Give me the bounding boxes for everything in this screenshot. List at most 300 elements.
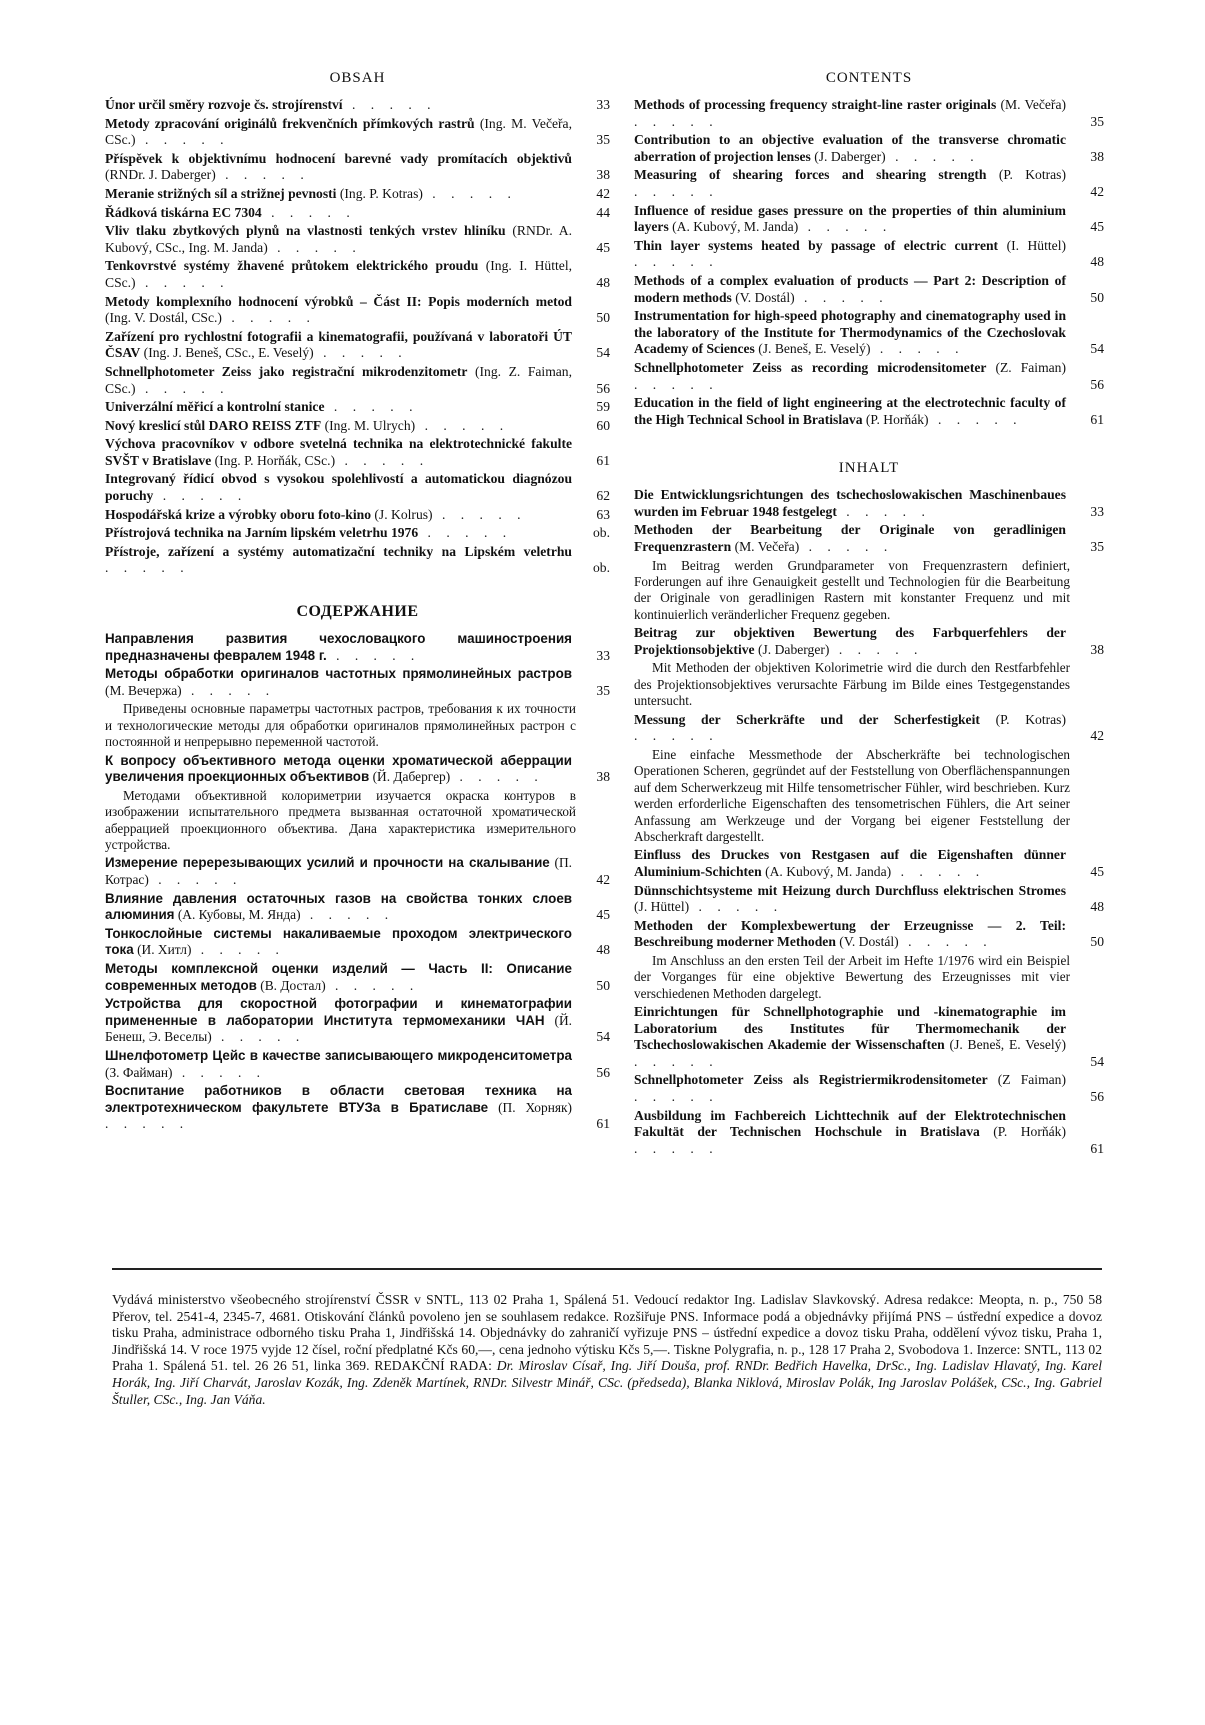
toc-entry-author: (Ing. Z. Faiman, CSc.) bbox=[105, 363, 572, 396]
toc-leader-dots: . . . . . bbox=[135, 380, 230, 396]
toc-entry-page: 35 bbox=[1090, 113, 1104, 129]
toc-entry-text bbox=[105, 186, 580, 203]
toc-entry-title: Schnellphotometer Zeiss jako registrační mikrodenzitometr bbox=[105, 363, 468, 379]
inhalt-list bbox=[634, 487, 1104, 1157]
soderzhanie-list bbox=[105, 631, 610, 1133]
toc-entry-author: (В. Достал) bbox=[260, 977, 326, 993]
toc-entry-page: 61 bbox=[596, 1116, 610, 1132]
toc-entry-title: Vliv tlaku zbytkových plynů na vlastnosti tenkých vrstev hliníku bbox=[105, 223, 506, 239]
toc-entry-page: 38 bbox=[1090, 148, 1104, 164]
toc-entry-author: (J. Beneš, E. Veselý) bbox=[758, 341, 871, 357]
toc-entry-text bbox=[634, 847, 1074, 880]
toc-entry bbox=[105, 364, 610, 397]
toc-entry-author: (Й. Бенеш, Э. Веселы) bbox=[105, 1012, 572, 1045]
toc-entry-title: Методы комплексной оценки изделий — Часть II: Описание современных методов bbox=[105, 961, 572, 993]
toc-entry-page: 62 bbox=[596, 488, 610, 504]
toc-entry-author: (Ing. V. Dostál, CSc.) bbox=[105, 310, 222, 326]
toc-entry-title: Messung der Scherkräfte und der Scherfestigkeit bbox=[634, 711, 980, 727]
toc-entry-row bbox=[634, 883, 1104, 916]
toc-entry-row bbox=[634, 847, 1104, 880]
toc-leader-dots: . . . . . bbox=[300, 907, 395, 923]
toc-entry bbox=[105, 186, 610, 203]
toc-entry-title: Methods of a complex evaluation of products — Part 2: Description of modern methods bbox=[634, 272, 1066, 305]
toc-entry bbox=[105, 1083, 610, 1133]
toc-entry-title: Methoden der Bearbeitung der Originale von geradlinigen Frequenzrastern bbox=[634, 522, 1066, 555]
toc-entry-page: 50 bbox=[1090, 934, 1104, 950]
toc-entry-title: Einfluss des Druckes von Restgasen auf die Eigenshaften dünner Aluminium-Schichten bbox=[634, 847, 1066, 879]
toc-entry-row bbox=[105, 116, 610, 149]
toc-entry-title: Instrumentation for high-speed photography and cinematography used in the laboratory of the Institute for Thermodynamics of the Czechoslovak Academy of Sciences bbox=[634, 308, 1066, 357]
toc-entry-title: Metody komplexního hodnocení výrobků – Část II: Popis moderních metod bbox=[105, 293, 572, 309]
toc-entry-page: 59 bbox=[596, 399, 610, 415]
obsah-heading: OBSAH bbox=[329, 70, 386, 86]
toc-entry-page: 56 bbox=[596, 1064, 610, 1080]
toc-entry-row bbox=[105, 471, 610, 504]
toc-entry-text bbox=[105, 329, 580, 362]
toc-leader-dots: . . . . . bbox=[634, 1053, 719, 1069]
toc-entry-author: (J. Daberger) bbox=[814, 148, 886, 164]
toc-entry-page: 54 bbox=[1090, 1053, 1104, 1069]
toc-leader-dots: . . . . . bbox=[794, 289, 889, 305]
toc-entry-text bbox=[105, 418, 580, 435]
toc-entry-text bbox=[105, 205, 580, 222]
toc-entry-title: Tenkovrstvé systémy žhavené průtokem elektrického proudu bbox=[105, 258, 479, 274]
toc-entry-text bbox=[634, 360, 1074, 393]
toc-entry-text bbox=[634, 308, 1074, 358]
toc-entry-title: К вопросу объективного метода оценки хроматической аберрации увеличения проекционных объективов bbox=[105, 752, 572, 785]
toc-entry-page: 56 bbox=[596, 380, 610, 396]
toc-entry-page: 35 bbox=[596, 132, 610, 148]
toc-leader-dots: . . . . . bbox=[418, 525, 513, 541]
toc-entry-row bbox=[105, 329, 610, 362]
toc-entry bbox=[634, 918, 1104, 1002]
toc-entry-text bbox=[105, 891, 580, 924]
toc-entry-author: (V. Dostál) bbox=[735, 289, 795, 305]
toc-entry-text bbox=[105, 631, 580, 664]
toc-leader-dots: . . . . . bbox=[898, 934, 993, 950]
toc-entry bbox=[634, 522, 1104, 623]
toc-entry-row bbox=[105, 1048, 610, 1081]
inhalt-heading: INHALT bbox=[838, 460, 900, 477]
toc-entry-title: Přístrojová technika na Jarním lipském veletrhu 1976 bbox=[105, 525, 419, 541]
toc-entry-text bbox=[634, 167, 1074, 200]
toc-leader-dots: . . . . . bbox=[191, 942, 285, 958]
toc-entry-author: (Ing. M. Ulrych) bbox=[324, 417, 416, 433]
toc-entry-title: Einrichtungen für Schnellphotographie und -kinematographie im Laboratorium des Institutes für Thermomechanik der Tschechoslowakischen Akademie der Wissenschaften bbox=[634, 1004, 1066, 1053]
toc-entry-row bbox=[634, 625, 1104, 658]
toc-entry-title: Únor určil směry rozvoje čs. strojírenství bbox=[105, 97, 343, 112]
toc-entry-text bbox=[634, 238, 1074, 271]
contents-heading: CONTENTS bbox=[825, 70, 913, 86]
toc-entry bbox=[105, 507, 610, 524]
toc-entry bbox=[105, 926, 610, 959]
toc-entry-text bbox=[105, 151, 580, 184]
toc-entry-text bbox=[634, 712, 1074, 745]
toc-entry-row bbox=[634, 522, 1104, 555]
toc-entry-row bbox=[634, 1004, 1104, 1070]
toc-entry bbox=[105, 223, 610, 256]
toc-leader-dots: . . . . . bbox=[325, 977, 420, 993]
toc-entry-author: (M. Večeřa) bbox=[1000, 97, 1067, 112]
toc-entry-author: (P. Kotras) bbox=[995, 711, 1066, 727]
toc-entry-row bbox=[634, 308, 1104, 358]
toc-entry-text bbox=[105, 294, 580, 327]
toc-leader-dots: . . . . . bbox=[342, 97, 437, 112]
toc-leader-dots: . . . . . bbox=[634, 254, 719, 270]
toc-entry-row bbox=[634, 97, 1104, 130]
toc-entry-page: 38 bbox=[596, 167, 610, 183]
toc-entry-text bbox=[105, 666, 580, 699]
toc-entry-author: (Ing. P. Horňák, CSc.) bbox=[214, 452, 336, 468]
toc-entry-row bbox=[105, 258, 610, 291]
toc-entry-text bbox=[105, 544, 580, 577]
toc-leader-dots: . . . . . bbox=[634, 1089, 719, 1105]
toc-entry-row bbox=[105, 666, 610, 699]
toc-entry-text bbox=[105, 258, 580, 291]
toc-entry-title: Metody zpracování originálů frekvenčních přímkových rastrů bbox=[105, 115, 475, 131]
toc-entry bbox=[105, 205, 610, 222]
toc-entry-row bbox=[105, 364, 610, 397]
toc-entry-row bbox=[105, 97, 610, 114]
toc-entry-title: Zařízení pro rychlostní fotografii a kinematografii, používaná v laboratoři ÚT ČSAV bbox=[105, 328, 572, 361]
toc-entry-title: Education in the field of light engineering at the electrotechnic faculty of the High Technical School in Bratislava bbox=[634, 395, 1066, 427]
toc-entry bbox=[634, 238, 1104, 271]
toc-leader-dots: . . . . . bbox=[153, 488, 248, 504]
toc-leader-dots: . . . . . bbox=[829, 641, 924, 657]
toc-entry-text bbox=[634, 1072, 1074, 1105]
toc-leader-dots: . . . . . bbox=[836, 503, 931, 519]
toc-entry-row bbox=[634, 1108, 1104, 1158]
toc-entry-row bbox=[105, 961, 610, 994]
toc-entry-page: 38 bbox=[596, 769, 610, 785]
toc-entry-title: Hospodářská krize a výrobky oboru foto-kino bbox=[105, 506, 371, 522]
toc-entry-author: (J. Beneš, E. Veselý) bbox=[949, 1037, 1066, 1053]
toc-entry-abstract: Eine einfache Messmethode der Abscherkräfte bei technologischen Operationen Scheren, gegründet auf der Feststellung von Oberflächenspannungen auf dem Scherwerkzeug mit Hilfe tensometrischer Fühler, wird beschrieben. Kurz werden erforderliche Eigenschaften des tensometrischen Fühlers, die Art seiner Anfassung am Werkzeuge und der Vorgang bei eigener Feststellung der Abscherkraft dargestellt. bbox=[634, 746, 1070, 844]
toc-entry-text bbox=[634, 1108, 1074, 1158]
toc-entry-row bbox=[105, 223, 610, 256]
toc-entry-row bbox=[634, 918, 1104, 951]
toc-entry bbox=[105, 631, 610, 664]
toc-entry-author: (Z Faiman) bbox=[997, 1072, 1066, 1088]
toc-entry-row bbox=[634, 273, 1104, 306]
obsah-list bbox=[105, 97, 610, 577]
toc-entry-page: 48 bbox=[1090, 254, 1104, 270]
toc-entry-title: Meranie strižných síl a strižnej pevnosti bbox=[105, 185, 337, 201]
toc-leader-dots: . . . . . bbox=[634, 376, 719, 392]
toc-entry-text bbox=[105, 364, 580, 397]
toc-entry-author: (P. Kotras) bbox=[998, 167, 1066, 183]
toc-entry-text bbox=[105, 507, 580, 524]
toc-entry-author: (J. Daberger) bbox=[757, 641, 830, 657]
toc-leader-dots: . . . . . bbox=[261, 204, 356, 220]
toc-entry-row bbox=[105, 205, 610, 222]
toc-entry bbox=[105, 436, 610, 469]
toc-entry-title: Тонкослойные системы накаливаемые проходом электрического тока bbox=[105, 925, 572, 958]
toc-entry bbox=[634, 1004, 1104, 1070]
toc-entry-author: (Ing. M. Večeřa, CSc.) bbox=[105, 115, 572, 148]
toc-entry-abstract: Приведены основные параметры частотных растров, требования к их точности и технологические методы для обработки оригиналов прямолинейных растрон с постоянной и непрерывно переменной частотой. bbox=[105, 701, 576, 750]
toc-leader-dots: . . . . . bbox=[148, 872, 243, 888]
toc-entry bbox=[105, 891, 610, 924]
toc-entry bbox=[105, 418, 610, 435]
toc-entry-author: (P. Horňák) bbox=[993, 1124, 1067, 1140]
toc-entry-row bbox=[634, 712, 1104, 745]
toc-leader-dots: . . . . . bbox=[885, 148, 980, 164]
toc-entry-page: 54 bbox=[596, 345, 610, 361]
toc-entry bbox=[634, 712, 1104, 846]
toc-entry-text bbox=[634, 522, 1074, 555]
toc-entry-page: 45 bbox=[596, 239, 610, 255]
toc-entry bbox=[105, 399, 610, 416]
toc-entry-text bbox=[105, 753, 580, 786]
toc-entry bbox=[105, 329, 610, 362]
toc-entry-title: Ausbildung im Fachbereich Lichttechnik auf der Elektrotechnischen Fakultät der Technischen Hochschule in Bratislava bbox=[634, 1107, 1066, 1140]
toc-entry-row bbox=[105, 1083, 610, 1133]
toc-entry bbox=[105, 151, 610, 184]
toc-entry bbox=[105, 97, 610, 114]
toc-leader-dots: . . . . . bbox=[313, 345, 408, 361]
toc-entry-title: Contribution to an objective evaluation of the transverse chromatic aberration of projection lenses bbox=[634, 132, 1066, 164]
toc-entry-row bbox=[634, 167, 1104, 200]
toc-entry-page: 48 bbox=[596, 274, 610, 290]
toc-entry-author: (З. Файман) bbox=[105, 1064, 173, 1080]
toc-leader-dots: . . . . . bbox=[105, 1116, 190, 1132]
toc-entry-title: Устройства для скоростной фотографии и кинематографии примененные в лаборатории Института термомеханики ЧАН bbox=[105, 996, 572, 1028]
toc-leader-dots: . . . . . bbox=[181, 682, 276, 698]
toc-leader-dots: . . . . . bbox=[221, 310, 316, 326]
toc-leader-dots: . . . . . bbox=[634, 113, 719, 129]
toc-entry-page: 50 bbox=[596, 310, 610, 326]
toc-entry-row bbox=[634, 238, 1104, 271]
toc-leader-dots: . . . . . bbox=[634, 728, 719, 744]
toc-entry-author: (Й. Дабергер) bbox=[372, 769, 451, 785]
toc-leader-dots: . . . . . bbox=[798, 219, 893, 235]
toc-entry-title: Методы обработки оригиналов частотных прямолинейных растров bbox=[105, 666, 572, 682]
toc-entry-page: 33 bbox=[596, 647, 610, 663]
toc-entry-page: 35 bbox=[1090, 539, 1104, 555]
footer-divider bbox=[112, 1268, 1102, 1270]
toc-entry-row bbox=[634, 203, 1104, 236]
toc-entry bbox=[634, 167, 1104, 200]
imprint bbox=[112, 1292, 1102, 1408]
toc-entry-text bbox=[634, 1004, 1074, 1070]
toc-entry-page: 56 bbox=[1090, 1089, 1104, 1105]
toc-entry-author: (RNDr. A. Kubový, CSc., Ing. M. Janda) bbox=[105, 223, 572, 255]
toc-leader-dots: . . . . . bbox=[105, 560, 190, 576]
toc-entry-title: Univerzální měřicí a kontrolní stanice bbox=[105, 399, 325, 415]
toc-entry-page: 45 bbox=[1090, 863, 1104, 879]
toc-entry-abstract: Im Beitrag werden Grundparameter von Frequenzrastern definiert, Forderungen auf ihre Genauigkeit gestellt und Technologien für die Bearbeitung der Originale von geradlinigen Rastern mit konstanter Frequenz und mit kontinuierlich veränderlicher Frequenz gegeben. bbox=[634, 557, 1070, 622]
toc-entry bbox=[634, 395, 1104, 428]
toc-entry-row bbox=[105, 891, 610, 924]
toc-entry-author: (M. Večeřa) bbox=[734, 539, 800, 555]
toc-entry-title: Beitrag zur objektiven Bewertung des Farbquerfehlers der Projektionsobjektive bbox=[634, 625, 1066, 657]
toc-entry-text bbox=[634, 273, 1074, 306]
toc-leader-dots: . . . . . bbox=[172, 1064, 266, 1080]
toc-entry-page: ob. bbox=[593, 525, 610, 541]
toc-entry-row bbox=[634, 360, 1104, 393]
toc-entry-page: 44 bbox=[596, 204, 610, 220]
toc-entry-text bbox=[634, 97, 1074, 130]
toc-leader-dots: . . . . . bbox=[135, 274, 230, 290]
toc-entry-page: 35 bbox=[596, 682, 610, 698]
toc-entry bbox=[105, 258, 610, 291]
toc-entry-text bbox=[634, 203, 1074, 236]
toc-entry-page: ob. bbox=[593, 560, 610, 576]
toc-entry-row bbox=[105, 544, 610, 577]
toc-entry-page: 50 bbox=[596, 977, 610, 993]
toc-entry-text bbox=[105, 926, 580, 959]
toc-entry-title: Výchova pracovníkov v odbore svetelná technika na elektrotechnické fakulte SVŠT v Bratislave bbox=[105, 436, 572, 468]
toc-leader-dots: . . . . . bbox=[928, 411, 1023, 427]
toc-leader-dots: . . . . . bbox=[324, 399, 419, 415]
toc-leader-dots: . . . . . bbox=[335, 452, 430, 468]
toc-entry bbox=[634, 1072, 1104, 1105]
toc-leader-dots: . . . . . bbox=[432, 506, 527, 522]
left-column bbox=[105, 70, 610, 1135]
toc-entry-author: (Z. Faiman) bbox=[995, 359, 1066, 375]
toc-entry-abstract: Методами объективной колориметрии изучается окраска контуров в изображении испытательного предмета вызванная остаточной хроматической аберрацией проекционного объектива. Дана характеристика измерительного устройства. bbox=[105, 787, 576, 853]
toc-entry-page: 48 bbox=[1090, 899, 1104, 915]
toc-entry-page: 60 bbox=[596, 417, 610, 433]
toc-leader-dots: . . . . . bbox=[326, 647, 421, 663]
toc-entry-row bbox=[105, 855, 610, 888]
toc-entry-page: 56 bbox=[1090, 376, 1104, 392]
toc-entry-title: Шнелфотометр Цейс в качестве записывающего микроденситометра bbox=[105, 1047, 572, 1063]
toc-entry-row bbox=[634, 1072, 1104, 1105]
toc-leader-dots: . . . . . bbox=[422, 185, 517, 201]
toc-entry-text bbox=[634, 918, 1074, 951]
toc-entry-author: (Ing. J. Beneš, CSc., E. Veselý) bbox=[143, 345, 314, 361]
toc-entry-page: 61 bbox=[1090, 411, 1104, 427]
toc-entry-text bbox=[105, 1083, 580, 1133]
toc-entry-title: Nový kreslicí stůl DARO REISS ZTF bbox=[105, 417, 322, 433]
toc-leader-dots: . . . . . bbox=[634, 1140, 719, 1156]
toc-entry-title: Integrovaný řídicí obvod s vysokou spolehlivostí a automatickou diagnózou poruchy bbox=[105, 471, 572, 504]
toc-entry-row bbox=[105, 436, 610, 469]
toc-entry-title: Измерение перерезывающих усилий и прочности на скалывание bbox=[105, 855, 550, 871]
toc-entry bbox=[634, 273, 1104, 306]
toc-entry-title: Воспитание работников в области световая техника на электротехническом факультете ВТУЗа в Братиславе bbox=[105, 1083, 572, 1115]
toc-entry-author: (A. Kubový, M. Janda) bbox=[765, 863, 892, 879]
toc-entry-title: Thin layer systems heated by passage of electric current bbox=[634, 237, 999, 253]
toc-entry-text bbox=[105, 399, 580, 416]
toc-entry-page: 45 bbox=[1090, 219, 1104, 235]
toc-leader-dots: . . . . . bbox=[891, 863, 986, 879]
toc-entry bbox=[634, 97, 1104, 130]
toc-entry-title: Řádková tiskárna EC 7304 bbox=[105, 204, 262, 220]
imprint-publisher: Vydává ministerstvo všeobecného strojírenství ČSSR v SNTL, 113 02 Praha 1, Spálená 51. Vedoucí redaktor Ing. Ladislav Slavkovský. Adresa redakce: Meopta, n. p., 750 58 Přerov, tel. 2541-4, 2345-7, 4681. Otiskování článků povoleno jen se souhlasem redakce. Rozšiřuje PNS. Informace podá a objednávky přijímá PNS – ústřední expedice a dovoz tisku Praha, administrace odborného tisku Praha 1, Jindřišská 14. Objednávky do zahraničí vyřizuje PNS – ústřední expedice a dovoz tisku Praha, oddělení vývoz tisku, Praha 1, Jindřišská 14. V roce 1975 vyjde 12 čísel, roční předplatné Kčs 60,—, cena jednoho výtisku Kčs 5,—. Tiskne Polygrafia, n. p., 128 17 Praha 2, Svobodova 1. Inzerce: SNTL, 113 02 Praha 1. Spálená 51. tel. 26 26 51, linka 369. bbox=[112, 1292, 1102, 1374]
toc-entry bbox=[634, 487, 1104, 520]
toc-entry-page: 54 bbox=[596, 1029, 610, 1045]
toc-entry-author: (J. Kolrus) bbox=[374, 506, 433, 522]
toc-entry bbox=[105, 753, 610, 854]
toc-entry-author: (V. Dostál) bbox=[839, 934, 899, 950]
toc-entry bbox=[634, 132, 1104, 165]
toc-entry bbox=[634, 203, 1104, 236]
toc-entry-row bbox=[634, 132, 1104, 165]
toc-entry-page: 61 bbox=[596, 452, 610, 468]
right-column bbox=[634, 70, 1104, 1159]
toc-entry-title: Die Entwicklungsrichtungen des tschechoslowakischen Maschinenbaues wurden im Februar 1948 festgelegt bbox=[634, 487, 1066, 519]
toc-entry-title: Příspěvek k objektivnímu hodnocení barevné vady promítacích objektivů bbox=[105, 150, 572, 166]
toc-entry-row bbox=[634, 487, 1104, 520]
toc-entry-page: 45 bbox=[596, 907, 610, 923]
toc-entry-abstract: Mit Methoden der objektiven Kolorimetrie wird die durch den Restfarbfehler des Projektionsobjektives verursachte Färbung im Bilde eines Testgegenstandes untersucht. bbox=[634, 660, 1070, 709]
toc-entry-author: (I. Hüttel) bbox=[1006, 237, 1066, 253]
toc-leader-dots: . . . . . bbox=[135, 132, 230, 148]
toc-entry bbox=[634, 625, 1104, 709]
toc-entry-title: Направления развития чехословацкого машиностроения предназначены февралем 1948 г. bbox=[105, 631, 572, 663]
toc-entry bbox=[105, 855, 610, 888]
toc-entry bbox=[634, 847, 1104, 880]
toc-entry-row bbox=[105, 294, 610, 327]
toc-entry-row bbox=[105, 926, 610, 959]
toc-leader-dots: . . . . . bbox=[415, 417, 510, 433]
toc-entry-title: Methods of processing frequency straight-line raster originals bbox=[634, 97, 997, 112]
toc-leader-dots: . . . . . bbox=[211, 1029, 306, 1045]
toc-leader-dots: . . . . . bbox=[870, 341, 965, 357]
toc-entry-title: Schnellphotometer Zeiss as recording microdensitometer bbox=[634, 359, 987, 375]
toc-entry-title: Dünnschichtsysteme mit Heizung durch Durchfluss elektrischen Stromes bbox=[634, 882, 1066, 898]
editorial-board: Dr. Miroslav Císař, Ing. Jiří Douša, prof. RNDr. Bedřich Havelka, DrSc., Ing. Ladislav Hlavatý, Ing. Karel Horák, Ing. Jiří Charvát, Jaroslav Kozák, Ing. Zdeněk Martínek, RNDr. Silvestr Minář, CSc. (předseda), Blanka Niklová, Miroslav Polák, Ing Jaroslav Polášek, CSc., Ing. Gabriel Štuller, CSc., Ing. Jan Váňa. bbox=[112, 1358, 1102, 1407]
soderzhanie-heading: СОДЕРЖАНИЕ bbox=[296, 603, 419, 621]
toc-entry-page: 42 bbox=[1090, 728, 1104, 744]
toc-entry-title: Influence of residue gases pressure on the properties of thin aluminium layers bbox=[634, 202, 1066, 235]
toc-entry-page: 42 bbox=[596, 185, 610, 201]
toc-entry-title: Přístroje, zařízení a systémy automatizační techniky na Lipském veletrhu bbox=[105, 543, 572, 559]
toc-entry-page: 38 bbox=[1090, 641, 1104, 657]
toc-entry-row bbox=[634, 395, 1104, 428]
toc-entry-page: 48 bbox=[596, 942, 610, 958]
toc-leader-dots: . . . . . bbox=[267, 239, 362, 255]
toc-entry-row bbox=[105, 525, 610, 542]
toc-entry bbox=[634, 308, 1104, 358]
toc-entry bbox=[105, 666, 610, 750]
toc-entry-author: (RNDr. J. Daberger) bbox=[105, 167, 216, 183]
toc-entry-row bbox=[105, 186, 610, 203]
toc-entry-text bbox=[105, 436, 580, 469]
toc-entry-row bbox=[105, 507, 610, 524]
toc-entry-title: Schnellphotometer Zeiss als Registriermikrodensitometer bbox=[634, 1072, 988, 1088]
toc-entry-author: (Ing. I. Hüttel, CSc.) bbox=[105, 258, 572, 290]
toc-leader-dots: . . . . . bbox=[215, 167, 310, 183]
toc-entry-page: 50 bbox=[1090, 289, 1104, 305]
toc-entry bbox=[105, 996, 610, 1046]
toc-entry-page: 63 bbox=[596, 506, 610, 522]
editorial-board-label: REDAKČNÍ RADA: bbox=[374, 1358, 492, 1374]
toc-entry-author: (П. Котрас) bbox=[105, 855, 572, 888]
toc-entry-page: 33 bbox=[1090, 503, 1104, 519]
toc-entry-page: 54 bbox=[1090, 341, 1104, 357]
toc-entry-text bbox=[634, 625, 1074, 658]
toc-entry-abstract: Im Anschluss an den ersten Teil der Arbeit im Hefte 1/1976 wird ein Beispiel der Vorganges für eine objektive Bewertung des Erzeugnisses mit vier verschiedenen Methoden dargelegt. bbox=[634, 952, 1070, 1001]
contents-list bbox=[634, 97, 1104, 428]
toc-leader-dots: . . . . . bbox=[689, 899, 784, 915]
toc-entry-text bbox=[105, 116, 580, 149]
toc-entry-author: (J. Hüttel) bbox=[634, 899, 690, 915]
toc-entry-text bbox=[105, 525, 580, 542]
toc-entry-text bbox=[634, 487, 1074, 520]
toc-entry-page: 33 bbox=[596, 97, 610, 112]
toc-entry-row bbox=[105, 753, 610, 786]
toc-entry-text bbox=[105, 1048, 580, 1081]
toc-entry-text bbox=[105, 996, 580, 1046]
toc-entry-text bbox=[634, 395, 1074, 428]
toc-entry bbox=[105, 525, 610, 542]
toc-entry bbox=[634, 1108, 1104, 1158]
toc-entry-title: Влияние давления остаточных газов на свойства тонких слоев алюминия bbox=[105, 890, 572, 923]
